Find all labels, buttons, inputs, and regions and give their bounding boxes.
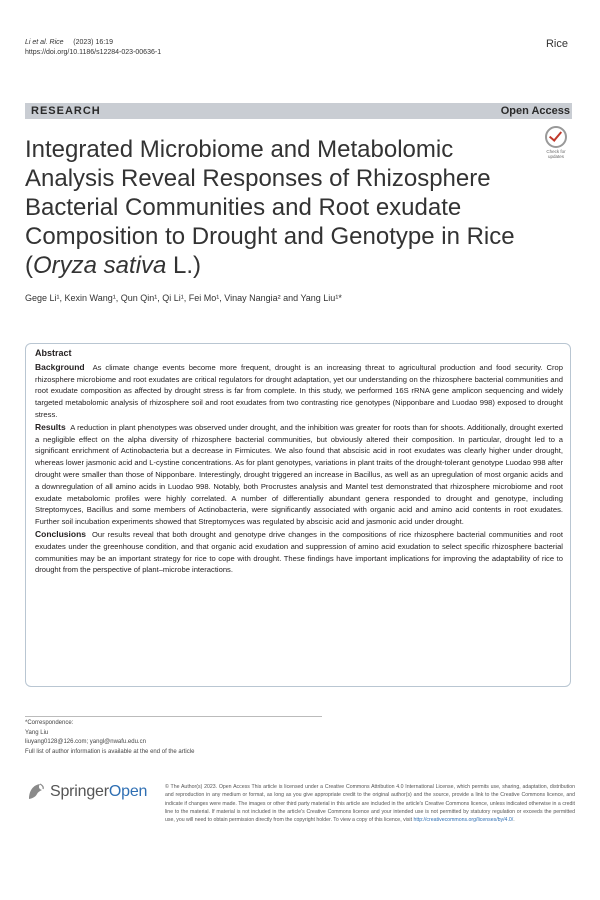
publisher-logo: [50, 783, 147, 801]
conclusions-text: Our results reveal that both drought and genotype drive changes in the compositions of rice rhizosphere bacterial communities and root exudates under the greenhouse condition, and that organic acid exudation and suppression of amino acid exudation to select specific rhizosphere bacterial communities may be an important strategy for rice to cope with drought. These findings have important implications for improving the adaptability of rice to drought from the perspective of plant–microbe interactions.: [35, 529, 563, 575]
author-info-note: Full list of author information is available at the end of the article: [25, 748, 195, 755]
title-species: Oryza sativa: [33, 252, 167, 279]
doi-link[interactable]: https://doi.org/10.1186/s12284-023-00636-1: [25, 49, 162, 56]
check-updates-line2: updates: [547, 154, 564, 159]
correspondence-emails[interactable]: liuyang0128@126.com; yangl@nwafu.edu.cn: [25, 739, 146, 745]
license-end: .: [513, 817, 515, 824]
citation-journal: et al. Rice: [30, 39, 64, 46]
publisher-name: Springer: [50, 783, 109, 800]
abstract-heading: Abstract: [35, 348, 72, 358]
license-link[interactable]: http://creativecommons.org/licenses/by/4.0/: [413, 817, 514, 824]
correspondence-name: Yang Liu: [25, 729, 49, 736]
license-body: © The Author(s) 2023. Open Access This article is licensed under a Creative Commons Attribution 4.0 International License, which permits use, sharing, adaptation, distribution and reproduction in any medium or format, as long as you give appropriate credit to the original author(s) and the source, provide a link to the Creative Commons licence, and indicate if changes were made. The images or other third party material in this article are included in the article's Creative Commons licence, unless indicated otherwise in a credit line to the material. If material is not included in the article's Creative Commons licence and your intended use is not permitted by statutory regulation or exceeds the permitted use, you will need to obtain permission directly from the copyright holder. To view a copy of this licence, visit: [165, 784, 575, 824]
title-tail: L.): [166, 252, 202, 279]
citation-year: (2023) 16:19: [73, 39, 113, 46]
abstract-body: [35, 348, 563, 577]
citation-header: [25, 38, 161, 58]
background-text: As climate change events become more frequent, drought is an increasing threat to agricultural production and food security. Crop rhizosphere microbiome and root exudates are critical regulators for drought adaptation, yet our understanding on the rhizosphere bacterial communities and root exudate composition as affected by drought stress is far from complete. In this study, we performed 16S rRNA gene amplicon sequencing and widely targeted metabolomic analysis of rhizosphere soil and root exudates from two contrasting rice genotypes (Nipponbare and Luodao 998) exposed to drought stress.: [35, 362, 563, 419]
article-title: [25, 135, 537, 280]
check-updates-line1: Check for: [546, 149, 566, 154]
citation-author: Li: [25, 39, 31, 46]
abstract-conclusions: [35, 529, 563, 576]
check-for-updates-badge[interactable]: [540, 126, 572, 159]
correspondence-footnote: [25, 719, 194, 757]
open-access-label: Open Access: [500, 105, 570, 117]
title-main: Integrated Microbiome and Metabolomic Analysis Reveal Responses of Rhizosphere Bacterial Communities and Root exudate Composition to Drought and Genotype in Rice (: [25, 136, 515, 279]
abstract-background: [35, 362, 563, 421]
conclusions-label: Conclusions: [35, 528, 87, 539]
journal-name: Rice: [545, 38, 568, 50]
results-text: A reduction in plant phenotypes was observed under drought, and the inhibition was greater for roots than for shoots. Additionally, drought exerted a negligible effect on the alpha diversity of rhizosphere bacterial communities, but obviously altered their composition. In particular, drought led to a significant enrichment of Actinobacteria but a decrease in Firmicutes. We also found that abscisic acid in root exudates was clearly higher under drought, whereas lower jasmonic acid and L-cystine concentrations. As for plant genotypes, variations in plant traits of the drought-tolerant genotype Luodao 998 after drought were smaller than those of Nipponbare. Interestingly, drought triggered an increase in Bacillus, as well as an upregulation of most organic acids and a downregulation of all amino acids in Luodao 998. Notably, both Procrustes analysis and Mantel test demonstrated that rhizosphere microbiome and root exudate metabolomic profiles were highly correlated. A number of differentially abundant genera responded to drought and genotype, including Streptomyces, Bacillus and some members of Actinobacteria, were significantly associated with organic acid and amino acid contents in root exudates. Further soil incubation experiments showed that Streptomyces was regulated by abscisic acid and jasmonic acid under drought.: [35, 422, 563, 527]
license-text: [165, 783, 575, 824]
publisher-suffix: Open: [108, 783, 148, 800]
article-type-band: [25, 103, 572, 119]
results-label: Results: [35, 421, 66, 432]
springer-horse-icon: [25, 781, 47, 803]
footnote-divider: [25, 716, 322, 717]
abstract-results: [35, 422, 563, 528]
checkmark-icon: [545, 126, 567, 148]
article-type-label: RESEARCH: [31, 105, 101, 117]
background-label: Background: [35, 361, 85, 372]
correspondence-label: *Correspondence:: [25, 720, 74, 726]
author-list: Gege Li¹, Kexin Wang¹, Qun Qin¹, Qi Li¹, Fei Mo¹, Vinay Nangia² and Yang Liu¹*: [25, 293, 342, 303]
